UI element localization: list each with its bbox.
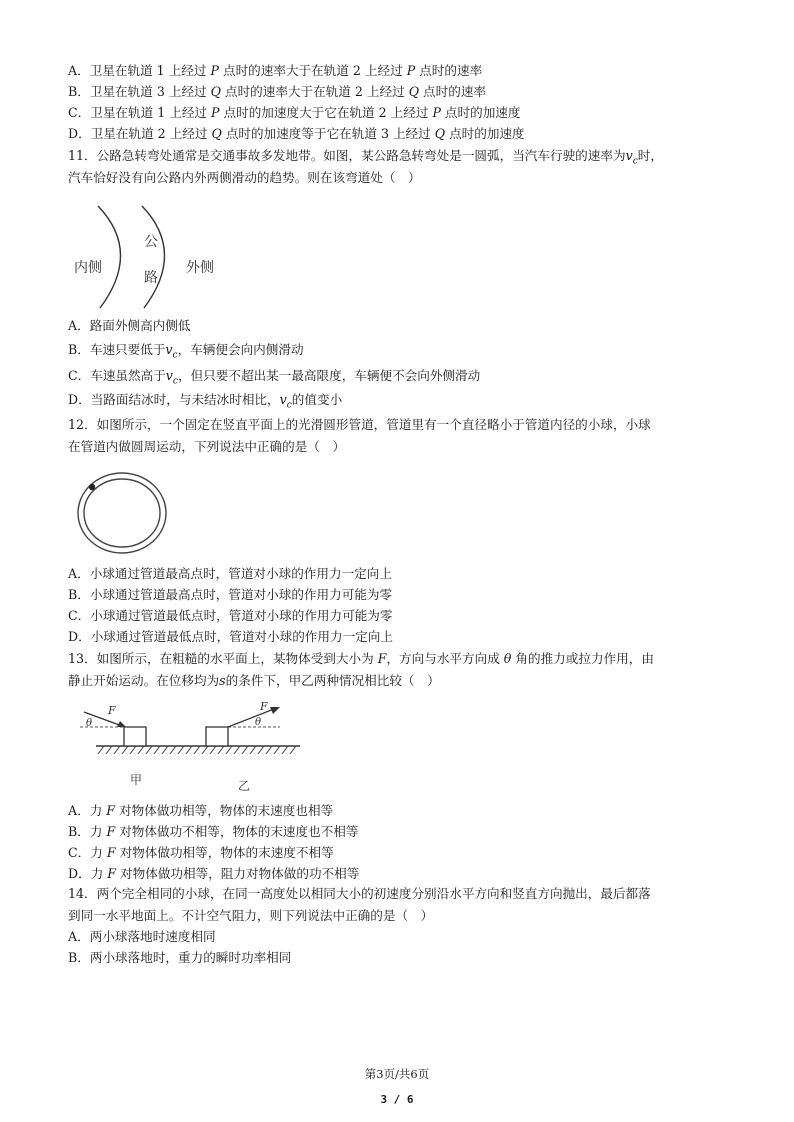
road-outer-edge xyxy=(142,206,165,308)
q13-stem-line1: 13．如图所示，在粗糙的水平面上，某物体受到大小为 F，方向与水平方向成 θ 角的推力或拉力作用，由 xyxy=(68,651,654,666)
q10-option-a: A．卫星在轨道 1 上经过 P 点时的速率大于在轨道 2 上经过 P 点时的速率 xyxy=(68,63,483,78)
right-caption: 乙 xyxy=(238,779,251,793)
q13-option-a: A．力 F 对物体做功相等，物体的末速度也相等 xyxy=(68,803,334,818)
q12-stem-line1: 12．如图所示，一个固定在竖直平面上的光滑圆形管道，管道里有一个直径略小于管道内径的小球，小球 xyxy=(68,417,651,432)
left-block xyxy=(124,727,146,746)
outer-side-label: 外侧 xyxy=(186,260,214,276)
q12-option-c: C．小球通过管道最低点时，管道对小球的作用力可能为零 xyxy=(68,608,393,623)
q13-option-c: C．力 F 对物体做功相等，物体的末速度不相等 xyxy=(68,845,334,860)
left-caption: 甲 xyxy=(130,773,143,787)
q11-option-c: C．车速虽然高于$v_c$，但只要不超出某一最高限度，车辆便不会向外侧滑动 xyxy=(68,368,481,387)
circular-tube-figure xyxy=(74,470,170,556)
q12-option-b: B．小球通过管道最高点时，管道对小球的作用力可能为零 xyxy=(68,587,393,602)
q14-stem-line2: 到同一水平地面上。不计空气阻力，则下列说法中正确的是（ ） xyxy=(68,908,434,923)
q11-stem-line2: 汽车恰好没有向公路内外两侧滑动的趋势。则在该弯道处（ ） xyxy=(68,170,421,185)
push-pull-figure xyxy=(70,700,320,796)
inner-side-label: 内侧 xyxy=(74,260,102,276)
q13-option-d: D．力 F 对物体做功相等，阻力对物体做的功不相等 xyxy=(68,866,360,881)
road-label-1: 公 xyxy=(144,234,158,250)
q12-stem-line2: 在管道内做圆周运动，下列说法中正确的是（ ） xyxy=(68,439,346,454)
q12-option-a: A．小球通过管道最高点时，管道对小球的作用力一定向上 xyxy=(68,566,392,581)
q13-option-b: B．力 F 对物体做功不相等，物体的末速度也不相等 xyxy=(68,824,359,839)
q11-option-b: B．车速只要低于$v_c$，车辆便会向内侧滑动 xyxy=(68,342,304,361)
q10-option-d: D．卫星在轨道 2 上经过 Q 点时的加速度等于它在轨道 3 上经过 Q 点时的加速度 xyxy=(68,126,525,141)
q11-option-a: A．路面外侧高内侧低 xyxy=(68,318,191,333)
left-force-label: F xyxy=(108,704,116,717)
q14-stem-line1: 14．两个完全相同的小球，在同一高度处以相同大小的初速度分别沿水平方向和竖直方向抛出，最后都落 xyxy=(68,886,651,901)
ground-hatching xyxy=(98,746,296,754)
right-theta-label: θ xyxy=(255,717,262,728)
road-inner-edge xyxy=(98,206,121,308)
q14-option-a: A．两小球落地时速度相同 xyxy=(68,929,216,944)
q14-option-b: B．两小球落地时，重力的瞬时功率相同 xyxy=(68,950,292,965)
left-theta-label: θ xyxy=(86,718,93,729)
page-footer-label: 第3页/共6页 xyxy=(364,1067,430,1081)
right-force-arrowhead xyxy=(270,707,280,714)
page-number: 3 / 6 xyxy=(380,1093,414,1106)
q12-option-d: D．小球通过管道最低点时，管道对小球的作用力一定向上 xyxy=(68,629,393,644)
curved-road-figure xyxy=(70,202,230,312)
q10-option-c: C．卫星在轨道 1 上经过 P 点时的加速度大于它在轨道 2 上经过 P 点时的加速度 xyxy=(68,105,521,120)
tube-inner-circle xyxy=(84,479,160,547)
right-force-label: F xyxy=(260,700,268,713)
right-block xyxy=(206,727,228,746)
q11-option-d: D．当路面结冰时，与未结冰时相比，$v_c$的值变小 xyxy=(68,392,343,411)
small-ball xyxy=(89,484,95,490)
q10-option-b: B．卫星在轨道 3 上经过 Q 点时的速率大于在轨道 2 上经过 Q 点时的速率 xyxy=(68,84,487,99)
q11-stem-line1: 11．公路急转弯处通常是交通事故多发地带。如图，某公路急转弯处是一圆弧，当汽车行驶的速率为$v_c$时， xyxy=(68,148,663,167)
road-label-2: 路 xyxy=(144,270,158,286)
q13-stem-line2: 静止开始运动。在位移均为s的条件下，甲乙两种情况相比较（ ） xyxy=(68,673,440,688)
